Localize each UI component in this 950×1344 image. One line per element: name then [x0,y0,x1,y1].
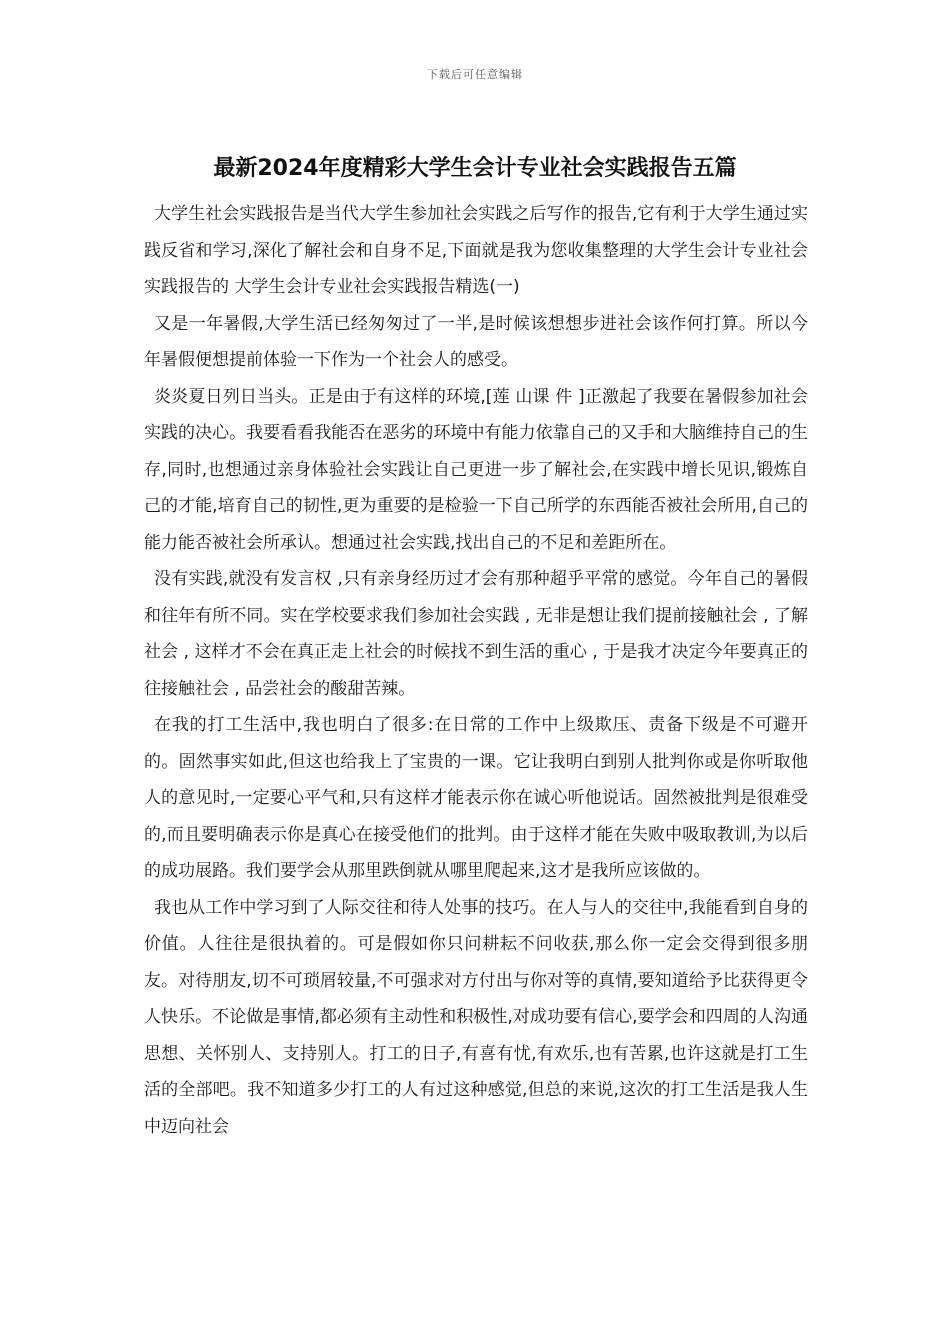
paragraph: 炎炎夏日列日当头。正是由于有这样的环境,[莲 山课 件 ]正激起了我要在暑假参加社会实践的决心。我要看看我能否在恶劣的环境中有能力依靠自己的又手和大脑维持自己的生存,同时,也想通过亲身体验社会实践让自己更进一步了解社会,在实践中增长见识,锻炼自己的才能,培育自己的韧性,更为重要的是检验一下自己所学的东西能否被社会所用,自己的能力能否被社会所承认。想通过社会实践,找出自己的不足和差距所在。 [144,386,808,553]
document-body [144,196,808,1145]
document-title: 最新2024年度精彩大学生会计专业社会实践报告五篇 [213,156,737,181]
header-note: 下载后可任意编辑 [427,68,523,81]
paragraph: 我也从工作中学习到了人际交往和待人处事的技巧。在人与人的交往中,我能看到自身的价值。人往往是很执着的。可是假如你只问耕耘不问收获,那么你一定会交得到很多朋友。对待朋友,切不可琐屑较量,不可强求对方付出与你对等的真情,要知道给予比获得更令人快乐。不论做是事情,都必须有主动性和积极性,对成功要有信心,要学会和四周的人沟通思想、关怀别人、支持别人。打工的日子,有喜有忧,有欢乐,也有苦累,也许这就是打工生活的全部吧。我不知道多少打工的人有过这种感觉,但总的来说,这次的打工生活是我人生中迈向社会 [144,897,808,1137]
paragraph: 在我的打工生活中,我也明白了很多:在日常的工作中上级欺压、责备下级是不可避开的。固然事实如此,但这也给我上了宝贵的一课。它让我明白到别人批判你或是你听取他人的意见时,一定要心平气和,只有这样才能表示你在诚心听他说话。固然被批判是很难受的,而且要明确表示你是真心在接受他们的批判。由于这样才能在失败中吸取教训,为以后的成功展路。我们要学会从那里跌倒就从哪里爬起来,这才是我所应该做的。 [144,715,808,881]
paragraph: 大学生社会实践报告是当代大学生参加社会实践之后写作的报告,它有利于大学生通过实践反省和学习,深化了解社会和自身不足,下面就是我为您收集整理的大学生会计专业社会实践报告的 大学生会计专业社会实践报告精选(一) [144,204,808,297]
paragraph: 没有实践,就没有发言权 ,只有亲身经历过才会有那种超乎平常的感觉。今年自己的暑假和往年有所不同。实在学校要求我们参加社会实践 , 无非是想让我们提前接触社会 , 了解社会 , 这样才不会在真正走上社会的时候找不到生活的重心 , 于是我才决定今年要真正的往接触社会 , 品尝社会的酸甜苦辣。 [144,569,808,699]
paragraph: 又是一年暑假,大学生活已经匆匆过了一半,是时候该想想步进社会该作何打算。所以今年暑假便想提前体验一下作为一个社会人的感受。 [144,313,808,370]
